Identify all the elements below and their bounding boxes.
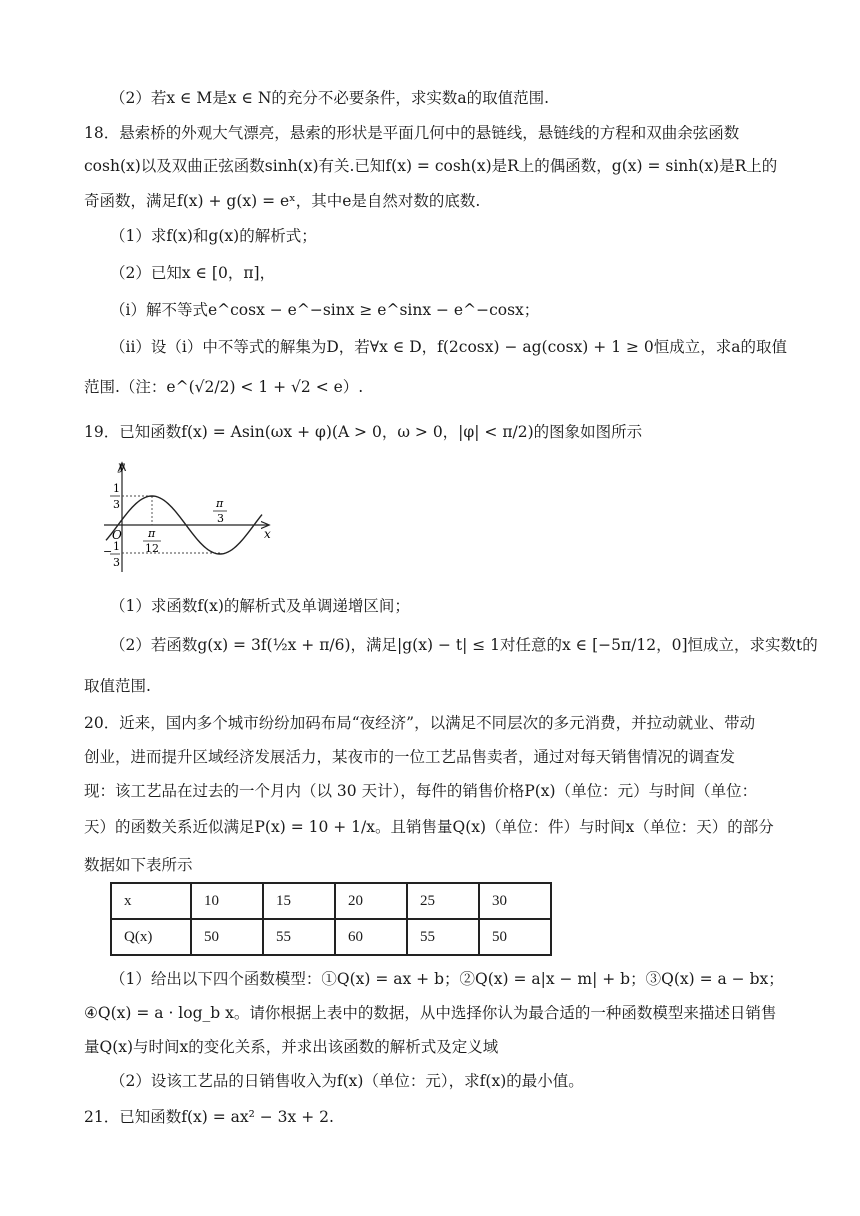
sales-data-table xyxy=(110,882,552,956)
q19-part2-cont: 取值范围. xyxy=(84,677,151,695)
x2-label-den: 3 xyxy=(217,512,224,525)
origin-label: O xyxy=(112,528,122,542)
q18-stem-line1: 18．悬索桥的外观大气漂亮，悬索的形状是平面几何中的悬链线，悬链线的方程和双曲余弦函数 xyxy=(84,124,740,142)
table-cell: 20 xyxy=(335,883,407,919)
table-row-x xyxy=(111,883,551,919)
q20-part2: （2）设该工艺品的日销售收入为f(x)（单位：元），求f(x)的最小值。 xyxy=(110,1072,584,1090)
q20-stem-line1: 20．近来，国内多个城市纷纷加码布局“夜经济”，以满足不同层次的多元消费，并拉动就业、带动 xyxy=(84,714,756,732)
q18-part2ii-cont: 范围.（注：e^(√2/2) < 1 + √2 < e）. xyxy=(84,378,364,396)
q19-stem: 19．已知函数f(x) = Asin(ωx + φ)(A > 0，ω > 0，|φ| < π/2)的图象如图所示 xyxy=(84,423,643,441)
table-row-q xyxy=(111,919,551,955)
q20-part1-line2: ④Q(x) = a · log_b x。请你根据上表中的数据，从中选择你认为最合适的一种函数模型来描述日销售 xyxy=(84,1004,777,1022)
table-cell: 50 xyxy=(191,919,263,955)
table-cell: 55 xyxy=(407,919,479,955)
q18-stem-line3: 奇函数，满足f(x) + g(x) = eˣ，其中e是自然对数的底数. xyxy=(84,192,481,210)
q18-stem-line2: cosh(x)以及双曲正弦函数sinh(x)有关.已知f(x) = cosh(x)是R上的偶函数，g(x) = sinh(x)是R上的 xyxy=(84,157,778,175)
q18-part2ii: （ii）设（i）中不等式的解集为D，若∀x ∈ D，f(2cosx) − ag(cosx) + 1 ≥ 0恒成立，求a的取值 xyxy=(110,338,788,356)
q20-stem-line2: 创业，进而提升区域经济发展活力，某夜市的一位工艺品售卖者，通过对每天销售情况的调查发 xyxy=(84,748,736,766)
q20-stem-line4: 天）的函数关系近似满足P(x) = 10 + 1/x。且销售量Q(x)（单位：件）与时间x（单位：天）的部分 xyxy=(84,818,774,836)
q21-stem: 21．已知函数f(x) = ax² − 3x + 2. xyxy=(84,1108,334,1126)
table-cell: 25 xyxy=(407,883,479,919)
table-cell: 30 xyxy=(479,883,551,919)
table-cell-header: x xyxy=(111,883,191,919)
max-label-den: 3 xyxy=(113,498,120,511)
q18-part1: （1）求f(x)和g(x)的解析式； xyxy=(110,227,317,245)
q20-part1: （1）给出以下四个函数模型：①Q(x) = ax + b；②Q(x) = a|x − m| + b；③Q(x) = a − bx； xyxy=(110,970,784,988)
q19-part1: （1）求函数f(x)的解析式及单调递增区间； xyxy=(110,597,410,615)
x1-label-den: 12 xyxy=(145,542,159,555)
min-label-sign: − xyxy=(103,545,113,558)
y-axis-label: y xyxy=(118,459,125,473)
max-label-num: 1 xyxy=(113,482,120,495)
table-cell: 50 xyxy=(479,919,551,955)
q17-part2: （2）若x ∈ M是x ∈ N的充分不必要条件，求实数a的取值范围. xyxy=(110,89,550,107)
table-cell: 15 xyxy=(263,883,335,919)
x-axis-label: x xyxy=(264,527,271,541)
q19-part2: （2）若函数g(x) = 3f(½x + π/6)，满足|g(x) − t| ≤ 1对任意的x ∈ [−5π/12，0]恒成立，求实数t的 xyxy=(110,636,818,654)
table-cell-header: Q(x) xyxy=(111,919,191,955)
sine-graph-figure xyxy=(100,458,280,576)
q18-part2i: （i）解不等式e^cosx − e^−sinx ≥ e^sinx − e^−cosx； xyxy=(110,301,540,319)
x1-label-num: π xyxy=(148,527,156,540)
q20-stem-line5: 数据如下表所示 xyxy=(84,856,193,874)
table-cell: 55 xyxy=(263,919,335,955)
min-label-num: 1 xyxy=(113,540,120,553)
table-cell: 10 xyxy=(191,883,263,919)
q20-stem-line3: 现：该工艺品在过去的一个月内（以 30 天计），每件的销售价格P(x)（单位：元）与时间（单位： xyxy=(84,782,758,800)
q20-part1-line3: 量Q(x)与时间x的变化关系，并求出该函数的解析式及定义域 xyxy=(84,1038,499,1056)
table-cell: 60 xyxy=(335,919,407,955)
x2-label-num: π xyxy=(216,497,224,510)
q18-part2: （2）已知x ∈ [0，π]， xyxy=(110,264,276,282)
min-label-den: 3 xyxy=(113,556,120,569)
